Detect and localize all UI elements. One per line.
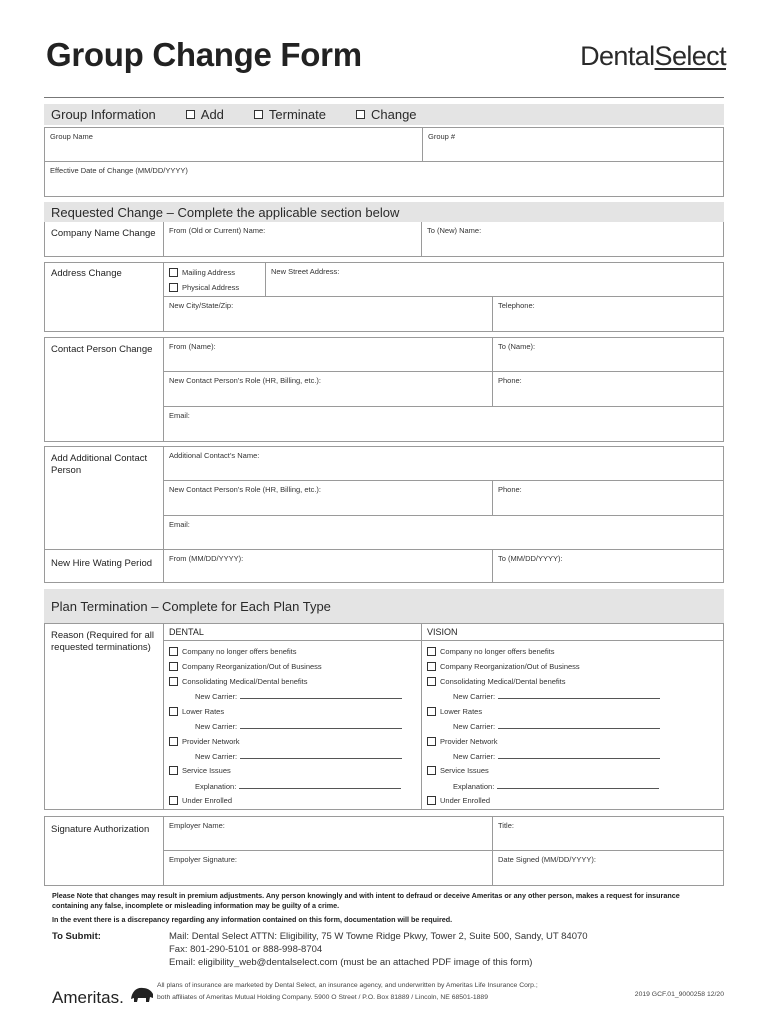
additional-email-label: Email: (169, 520, 190, 529)
contact-from-label: From (Name): (169, 342, 216, 351)
new-city-label: New City/State/Zip: (169, 301, 234, 310)
add-label: Add (200, 107, 224, 122)
blank-line (240, 752, 402, 759)
explanation-label: Explanation: (195, 782, 237, 791)
additional-email-field[interactable] (163, 515, 724, 550)
dental-service-option[interactable] (169, 766, 231, 775)
checkbox[interactable] (169, 662, 178, 671)
logo-select: Select (654, 41, 726, 71)
option-label: Under Enrolled (182, 796, 233, 805)
option-label: Company Reorganization/Out of Business (440, 662, 580, 671)
group-number-label: Group # (428, 132, 456, 141)
option-label: Consolidating Medical/Dental benefits (440, 677, 566, 686)
option-label: Company Reorganization/Out of Business (182, 662, 322, 671)
ameritas-wordmark: Ameritas. (52, 988, 124, 1007)
checkbox[interactable] (427, 677, 436, 686)
new-street-label: New Street Address: (271, 267, 340, 276)
blank-line (497, 782, 659, 789)
ameritas-logo (52, 985, 155, 1008)
checkbox[interactable] (427, 796, 436, 805)
requested-change-band (44, 202, 724, 222)
checkbox[interactable] (427, 662, 436, 671)
logo-dental: Dental (580, 41, 655, 71)
add-option[interactable] (186, 107, 224, 122)
checkbox[interactable] (169, 737, 178, 746)
title-label: Title: (498, 821, 514, 830)
group-name-field[interactable] (44, 127, 423, 162)
group-info-band (44, 104, 724, 125)
change-label: Change (371, 107, 417, 122)
explanation-label: Explanation: (453, 782, 495, 791)
contact-role-label: New Contact Person’s Role (HR, Billing, etc.): (169, 376, 321, 385)
new-street-field[interactable] (265, 262, 724, 297)
company-to-field[interactable] (421, 222, 724, 257)
contact-from-field[interactable] (163, 337, 493, 372)
header-rule (44, 97, 724, 98)
additional-name-field[interactable] (163, 446, 724, 481)
additional-name-label: Additional Contact’s Name: (169, 451, 260, 460)
option-label: Company no longer offers benefits (440, 647, 555, 656)
blank-line (498, 752, 660, 759)
terminate-label: Terminate (268, 107, 326, 122)
vision-service-option[interactable] (427, 766, 489, 775)
contact-to-label: To (Name): (498, 342, 536, 351)
group-number-field[interactable] (422, 127, 724, 162)
carrier-label: New Carrier: (453, 722, 496, 731)
waiting-to-label: To (MM/DD/YYYY): (498, 554, 563, 563)
checkbox[interactable] (169, 647, 178, 656)
option-label: Lower Rates (182, 707, 225, 716)
dental-heading: DENTAL (169, 627, 204, 637)
telephone-field[interactable] (492, 296, 724, 332)
vision-under-option[interactable] (427, 796, 490, 805)
checkbox[interactable] (169, 707, 178, 716)
plan-termination-heading: Plan Termination – Complete for Each Plan Type (51, 598, 331, 614)
effective-date-label: Effective Date of Change (MM/DD/YYYY) (50, 166, 188, 175)
company-to-label: To (New) Name: (427, 226, 482, 235)
dental-reorg-option[interactable] (169, 662, 322, 671)
option-label: Service Issues (440, 766, 489, 775)
dental-select-logo (580, 41, 726, 72)
form-code: 2019 GCF.01_9000258 12/20 (634, 991, 724, 998)
dental-under-option[interactable] (169, 796, 232, 805)
plan-termination-band (44, 589, 724, 623)
terminate-option[interactable] (254, 107, 326, 122)
physical-checkbox[interactable] (169, 283, 178, 292)
blank-line (498, 722, 660, 729)
blank-line (240, 722, 402, 729)
option-label: Provider Network (182, 737, 240, 746)
vision-provider-option[interactable] (427, 737, 498, 746)
title-field[interactable] (492, 816, 724, 851)
terminate-checkbox[interactable] (254, 110, 263, 119)
change-option[interactable] (356, 107, 417, 122)
telephone-label: Telephone: (498, 301, 535, 310)
checkbox[interactable] (427, 647, 436, 656)
carrier-label: New Carrier: (453, 692, 496, 701)
contact-person-change-label: Contact Person Change (51, 344, 153, 355)
blank-line (240, 692, 402, 699)
date-signed-field[interactable] (492, 850, 724, 886)
waiting-period-label: New Hire Wating Period (51, 558, 153, 569)
submit-fax: Fax: 801-290-5101 or 888-998-8704 (169, 944, 323, 955)
vision-reorg-option[interactable] (427, 662, 580, 671)
new-city-field[interactable] (163, 296, 493, 332)
option-label: Under Enrolled (440, 796, 491, 805)
option-label: Lower Rates (440, 707, 483, 716)
contact-role-field[interactable] (163, 371, 493, 407)
page-title: Group Change Form (46, 36, 362, 73)
vision-no-longer-option[interactable] (427, 647, 555, 656)
waiting-from-label: From (MM/DD/YYYY): (169, 554, 244, 563)
contact-phone-label: Phone: (498, 376, 522, 385)
company-from-field[interactable] (163, 222, 422, 257)
premium-note: Please Note that changes may result in premium adjustments. Any person knowingly and with intent to defraud or deceive Ameritas or any other person, makes a request for insurance containing any false, incomplete or misleading information may be guilty of a crime. (52, 891, 680, 910)
option-label: Consolidating Medical/Dental benefits (182, 677, 308, 686)
reason-label: Reason (Required for all requested terminations) (51, 630, 154, 653)
physical-label: Physical Address (182, 283, 240, 292)
mailing-address-option[interactable] (169, 268, 235, 277)
additional-role-field[interactable] (163, 480, 493, 516)
additional-phone-field[interactable] (492, 480, 724, 516)
physical-address-option[interactable] (169, 283, 239, 292)
address-change-label: Address Change (51, 268, 122, 279)
change-checkbox[interactable] (356, 110, 365, 119)
dental-provider-option[interactable] (169, 737, 240, 746)
submit-email[interactable]: Email: eligibility_web@dentalselect.com (must be an attached PDF image of this form) (169, 957, 533, 968)
bison-icon (129, 985, 155, 1005)
vision-new-carrier-2[interactable] (453, 722, 660, 731)
option-label: Provider Network (440, 737, 498, 746)
checkbox[interactable] (169, 677, 178, 686)
additional-role-label: New Contact Person’s Role (HR, Billing, etc.): (169, 485, 321, 494)
option-label: Service Issues (182, 766, 231, 775)
checkbox[interactable] (427, 707, 436, 716)
vision-heading: VISION (427, 627, 458, 637)
employer-signature-label: Empolyer Signature: (169, 855, 237, 864)
group-info-heading: Group Information (51, 107, 156, 122)
additional-contact-label: Add Additional Contact Person (51, 453, 148, 476)
checkbox[interactable] (169, 766, 178, 775)
option-label: Company no longer offers benefits (182, 647, 297, 656)
footer-line-2: both affiliates of Ameritas Mutual Holding Company. 5900 O Street / P.O. Box 81889 / Lincoln, NE 68501-1889 (157, 994, 488, 1001)
additional-phone-label: Phone: (498, 485, 522, 494)
footer-disclaimer (157, 980, 538, 1004)
signature-authorization-label: Signature Authorization (51, 824, 150, 835)
blank-line (239, 782, 401, 789)
mailing-label: Mailing Address (182, 268, 235, 277)
contact-to-field[interactable] (492, 337, 724, 372)
contact-email-label: Email: (169, 411, 190, 420)
dental-no-longer-option[interactable] (169, 647, 297, 656)
requested-change-heading: Requested Change – Complete the applicable section below (51, 204, 400, 220)
vision-new-carrier-3[interactable] (453, 752, 660, 761)
contact-phone-field[interactable] (492, 371, 724, 407)
blank-line (498, 692, 660, 699)
carrier-label: New Carrier: (195, 722, 238, 731)
group-name-label: Group Name (50, 132, 93, 141)
mailing-checkbox[interactable] (169, 268, 178, 277)
dental-new-carrier-1[interactable] (195, 692, 402, 701)
vision-new-carrier-1[interactable] (453, 692, 660, 701)
employer-signature-field[interactable] (163, 850, 493, 886)
dental-new-carrier-3[interactable] (195, 752, 402, 761)
dental-lower-rates-option[interactable] (169, 707, 224, 716)
carrier-label: New Carrier: (453, 752, 496, 761)
dental-new-carrier-2[interactable] (195, 722, 402, 731)
add-checkbox[interactable] (186, 110, 195, 119)
footer-line-1: All plans of insurance are marketed by Dental Select, an insurance agency, and underwritten by Ameritas Life Insurance Corp.; (157, 982, 538, 989)
vision-lower-rates-option[interactable] (427, 707, 482, 716)
discrepancy-note: In the event there is a discrepancy regarding any information contained on this form, documentation will be required. (52, 915, 453, 924)
waiting-to-field[interactable] (492, 549, 724, 583)
vision-explanation[interactable] (453, 782, 659, 791)
checkbox[interactable] (427, 766, 436, 775)
checkbox[interactable] (169, 796, 178, 805)
carrier-label: New Carrier: (195, 692, 238, 701)
termination-divider (163, 640, 724, 641)
vision-consolidating-option[interactable] (427, 677, 566, 686)
effective-date-field[interactable] (44, 161, 724, 197)
waiting-from-field[interactable] (163, 549, 493, 583)
checkbox[interactable] (427, 737, 436, 746)
dental-consolidating-option[interactable] (169, 677, 308, 686)
submit-mail: Mail: Dental Select ATTN: Eligibility, 75 W Towne Ridge Pkwy, Tower 2, Suite 500, Sandy, UT 84070 (169, 931, 588, 942)
dental-explanation[interactable] (195, 782, 401, 791)
contact-email-field[interactable] (163, 406, 724, 442)
employer-name-label: Employer Name: (169, 821, 225, 830)
carrier-label: New Carrier: (195, 752, 238, 761)
date-signed-label: Date Signed (MM/DD/YYYY): (498, 855, 596, 864)
employer-name-field[interactable] (163, 816, 493, 851)
company-from-label: From (Old or Current) Name: (169, 226, 266, 235)
to-submit-heading: To Submit: (52, 931, 101, 942)
company-name-change-label: Company Name Change (51, 228, 156, 239)
